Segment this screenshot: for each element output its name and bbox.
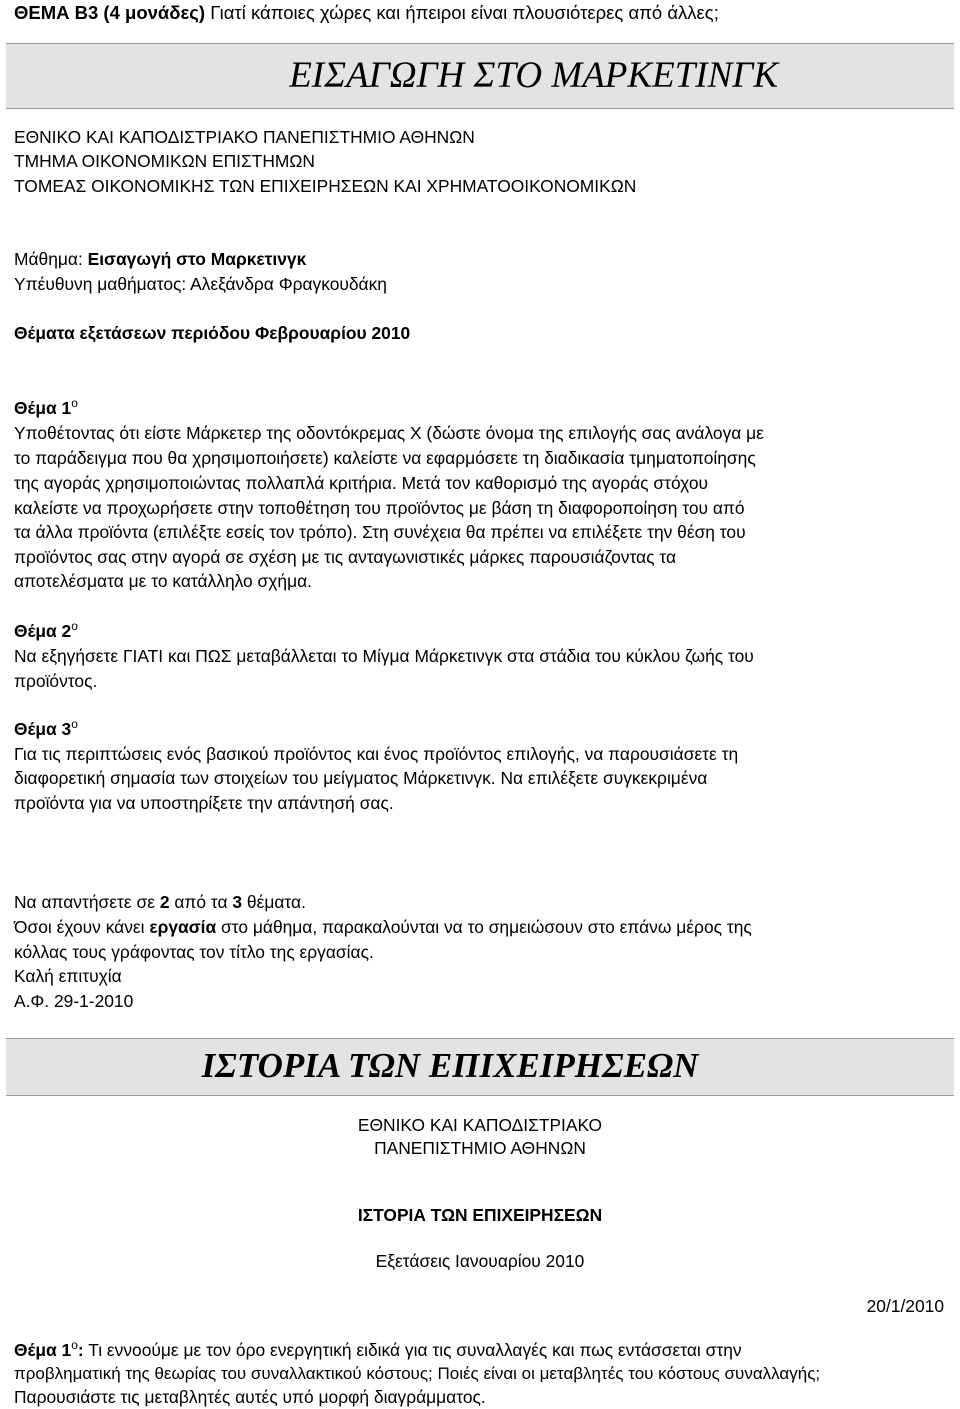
topic3-line: προϊόντα για να υποστηρίξετε την απάντησή σας. bbox=[14, 793, 394, 813]
topic1-line: προϊόντος σας στην αγορά σε σχέση με τις ανταγωνιστικές μάρκες παρουσιάζοντας τα bbox=[14, 547, 677, 567]
good-luck: Καλή επιτυχία bbox=[14, 966, 122, 986]
topic1-heading-text: Θέμα 1 bbox=[14, 398, 72, 418]
work-instruction-bold: εργασία bbox=[149, 917, 217, 937]
work-instruction bbox=[14, 915, 948, 939]
banner-business-history-title: ΙΣΤΟΡΙΑ ΤΩΝ ΕΠΙΧΕΙΡΗΣΕΩΝ bbox=[201, 1046, 699, 1085]
work-instruction-post: στο μάθημα, παρακαλούνται να το σημειώσουν στο επάνω μέρος της bbox=[216, 917, 752, 937]
signature: Α.Φ. 29-1-2010 bbox=[14, 991, 134, 1011]
university-line-1: ΕΘΝΙΚΟ ΚΑΙ ΚΑΠΟΔΙΣΤΡΙΑΚΟ ΠΑΝΕΠΙΣΤΗΜΙΟ ΑΘΗΝΩΝ bbox=[14, 127, 475, 147]
course-line bbox=[14, 247, 948, 271]
university-line-2: ΤΜΗΜΑ ΟΙΚΟΝΟΜΙΚΩΝ ΕΠΙΣΤΗΜΩΝ bbox=[14, 151, 315, 171]
exam-title: Θέματα εξετάσεων περιόδου Φεβρουαρίου 2010 bbox=[14, 323, 411, 343]
topic3-heading-sup: ο bbox=[71, 717, 78, 731]
answer-total: 3 bbox=[232, 892, 243, 912]
topic3-line: Για τις περιπτώσεις ενός βασικού προϊόντος και ένος προϊόντος επιλογής, να παρουσιάσετε τη bbox=[14, 744, 739, 764]
topic1-heading bbox=[14, 396, 948, 420]
banner-business-history bbox=[6, 1038, 954, 1096]
section2-q1-line: Τι εννοούμε με τον όρο ενεργητική ειδικά για τις συναλλαγές και πως εντάσσεται στην bbox=[83, 1340, 742, 1360]
course-responsible: Υπέυθυνη μαθήματος: Αλεξάνδρα Φραγκουδάκη bbox=[14, 274, 387, 294]
section2-q1-line: προβληματική της θεωρίας του συναλλακτικού κόστους; Ποιές είναι οι μεταβλητές του κόστους συναλλαγής; bbox=[14, 1364, 821, 1383]
banner-marketing bbox=[6, 43, 954, 109]
section2-q1-colon: : bbox=[77, 1340, 84, 1360]
section2-q1-line: Παρουσιάστε τις μεταβλητές αυτές υπό μορφή διαγράμματος. bbox=[14, 1387, 486, 1407]
topic2-heading-text: Θέμα 2 bbox=[14, 621, 72, 641]
topic3-heading-text: Θέμα 3 bbox=[14, 719, 72, 739]
answer-count: 2 bbox=[159, 892, 170, 912]
section2-q1-sup: ο bbox=[71, 1338, 78, 1352]
topic2-heading-sup: ο bbox=[71, 619, 78, 633]
banner-marketing-title: ΕΙΣΑΓΩΓΗ ΣΤΟ ΜΑΡΚΕΤΙΝΓΚ bbox=[289, 55, 778, 96]
topic3-line: διαφορετική σημασία των στοιχείων του μείγματος Μάρκετινγκ. Να επιλέξετε συγκεκριμένα bbox=[14, 768, 708, 788]
topic1-line: το παράδειγμα που θα χρησιμοποιήσετε) καλείστε να εφαρμόσετε τη διαδικασία τμηματοποίησης bbox=[14, 448, 756, 468]
section2-university-line-2: ΠΑΝΕΠΙΣΤΗΜΙΟ ΑΘΗΝΩΝ bbox=[374, 1138, 586, 1158]
section2-exams: Εξετάσεις Ιανουαρίου 2010 bbox=[375, 1251, 585, 1271]
topic3-heading bbox=[14, 717, 948, 741]
section2-course-title: ΙΣΤΟΡΙΑ ΤΩΝ ΕΠΙΧΕΙΡΗΣΕΩΝ bbox=[357, 1205, 603, 1225]
course-name: Εισαγωγή στο Μαρκετινγκ bbox=[87, 249, 307, 269]
university-line-3: ΤΟΜΕΑΣ ΟΙΚΟΝΟΜΙΚΗΣ ΤΩΝ ΕΠΙΧΕΙΡΗΣΕΩΝ ΚΑΙ ΧΡΗΜΑΤΟΟΙΚΟΝΟΜΙΚΩΝ bbox=[14, 176, 637, 196]
answer-instruction-pre: Να απαντήσετε σε bbox=[14, 892, 160, 912]
topic1-line: αποτελέσματα με το κατάλληλο σχήμα. bbox=[14, 571, 313, 591]
section2-university-line-1: ΕΘΝΙΚΟ ΚΑΙ ΚΑΠΟΔΙΣΤΡΙΑΚΟ bbox=[357, 1115, 603, 1135]
answer-instruction-post: θέματα. bbox=[242, 892, 306, 912]
topic1-line: τα άλλα προϊόντα (επιλέξτε εσείς τον τρόπο). Στη συνέχεια θα πρέπει να επιλέξετε την θέση του bbox=[14, 522, 746, 542]
section2-date: 20/1/2010 bbox=[866, 1296, 944, 1316]
answer-instruction-mid: από τα bbox=[169, 892, 233, 912]
work-instruction-line2: κόλλας τους γράφοντας τον τίτλο της εργασίας. bbox=[14, 942, 374, 962]
topic1-line: καλείστε να προχωρήσετε στην τοποθέτηση του προϊόντος με βάση τη διαφοροποίηση του από bbox=[14, 498, 745, 518]
topic2-heading bbox=[14, 619, 948, 643]
section2-q1-heading: Θέμα 1 bbox=[14, 1340, 72, 1360]
course-label: Μάθημα: bbox=[14, 249, 88, 269]
topic1-line: Υποθέτοντας ότι είστε Μάρκετερ της οδοντόκρεμας Χ (δώστε όνομα της επιλογής σας ανάλογα με bbox=[14, 423, 764, 443]
section2-question1 bbox=[14, 1338, 948, 1362]
header-question-label: ΘΕΜΑ Β3 (4 μονάδες) bbox=[14, 2, 206, 23]
topic1-line: της αγοράς χρησιμοποιώντας πολλαπλά κριτήρια. Μετά τον καθορισμό της αγοράς στόχου bbox=[14, 473, 709, 493]
header-question-text: Γιατί κάποιες χώρες και ήπειροι είναι πλουσιότερες από άλλες; bbox=[205, 2, 719, 23]
topic1-heading-sup: ο bbox=[71, 396, 78, 410]
header-question bbox=[14, 0, 948, 26]
work-instruction-pre: Όσοι έχουν κάνει bbox=[14, 917, 150, 937]
topic2-line: Να εξηγήσετε ΓΙΑΤΙ και ΠΩΣ μεταβάλλεται το Μίγμα Μάρκετινγκ στα στάδια του κύκλου ζωής του bbox=[14, 646, 754, 666]
answer-instruction bbox=[14, 890, 948, 914]
topic2-line: προϊόντος. bbox=[14, 671, 98, 691]
